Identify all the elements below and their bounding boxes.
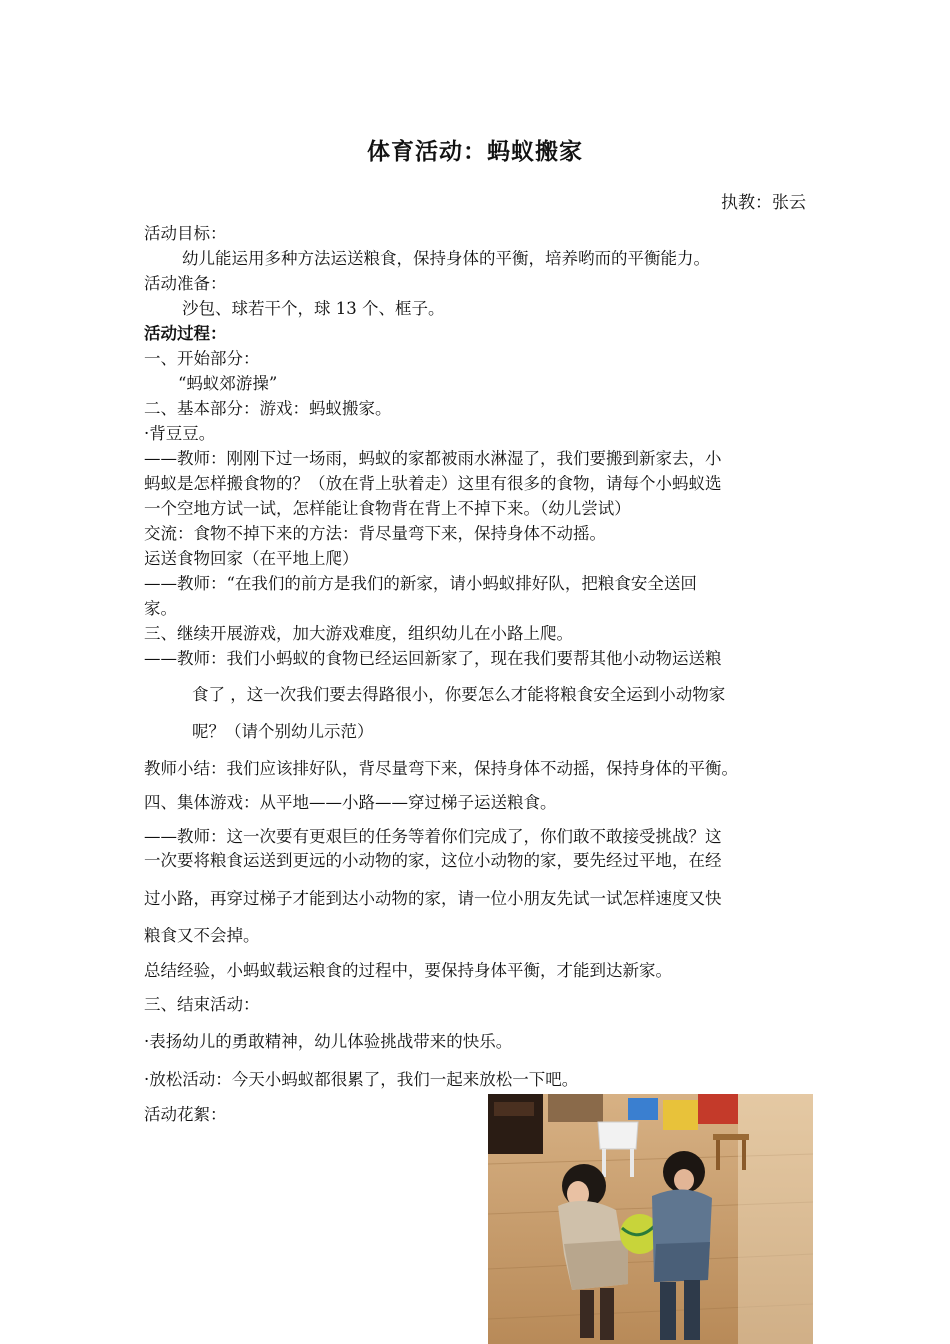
paragraph-line: 食了 ，这一次我们要去得路很小，你要怎么才能将粮食安全运到小动物家 [192,685,726,704]
teacher-summary: 教师小结：我们应该排好队，背尽量弯下来，保持身体不动摇，保持身体的平衡。 [144,759,738,778]
paragraph-line: ——教师：刚刚下过一场雨，蚂蚁的家都被雨水淋湿了，我们要搬到新家去，小 [144,449,722,468]
paragraph-line: 呢？（请个别幼儿示范） [192,722,374,741]
part-two-heading: 二、基本部分：游戏：蚂蚁搬家。 [144,399,392,418]
paragraph-line: ——教师：我们小蚂蚁的食物已经运回新家了，现在我们要帮其他小动物运送粮 [144,649,722,668]
paragraph-line: 一个空地方试一试，怎样能让食物背在背上不掉下来。（幼儿尝试） [144,499,631,518]
prep-text: 沙包、球若干个，球 13 个、框子。 [182,299,445,318]
goal-text: 幼儿能运用多种方法运送粮食，保持身体的平衡，培养哟而的平衡能力。 [182,249,710,268]
part-four-heading: 四、集体游戏：从平地——小路——穿过梯子运送粮食。 [144,793,557,812]
section-heading-prep: 活动准备： [144,274,227,293]
paragraph-line: 过小路，再穿过梯子才能到达小动物的家，请一位小朋友先试一试怎样速度又快 [144,889,722,908]
paragraph-line: 交流：食物不掉下来的方法：背尽量弯下来，保持身体不动摇。 [144,524,606,543]
part-three-heading: 三、继续开展游戏，加大游戏难度，组织幼儿在小路上爬。 [144,624,573,643]
experience-summary: 总结经验，小蚂蚁载运粮食的过程中，要保持身体平衡，才能到达新家。 [144,961,672,980]
paragraph-line: 运送食物回家（在平地上爬） [144,549,359,568]
bullet-item: ·放松活动：今天小蚂蚁都很累了，我们一起来放松一下吧。 [144,1070,579,1089]
section-heading-goal: 活动目标： [144,224,227,243]
ending-heading: 三、结束活动： [144,995,260,1014]
instructor-line: 执教：张云 [721,193,806,213]
bullet-item: ·表扬幼儿的勇敢精神，幼儿体验挑战带来的快乐。 [144,1032,513,1051]
paragraph-line: ——教师：“在我们的前方是我们的新家，请小蚂蚁排好队，把粮食安全送回 [144,574,697,593]
document-title: 体育活动：蚂蚁搬家 [367,139,583,165]
activity-photo [488,1094,813,1344]
highlights-heading: 活动花絮： [144,1105,227,1124]
bullet-item: ·背豆豆。 [144,424,216,443]
paragraph-line: 粮食又不会掉。 [144,926,260,945]
paragraph-line: 一次要将粮食运送到更远的小动物的家，这位小动物的家，要先经过平地，在经 [144,851,722,870]
paragraph-line: 蚂蚁是怎样搬食物的？（放在背上驮着走）这里有很多的食物，请每个小蚂蚁选 [144,474,722,493]
paragraph-line: ——教师：这一次要有更艰巨的任务等着你们完成了，你们敢不敢接受挑战？这 [144,827,722,846]
paragraph-line: 家。 [144,599,177,618]
part-one-text: “蚂蚁郊游操” [178,374,278,393]
part-one-heading: 一、开始部分： [144,349,260,368]
section-heading-process: 活动过程： [144,324,227,343]
